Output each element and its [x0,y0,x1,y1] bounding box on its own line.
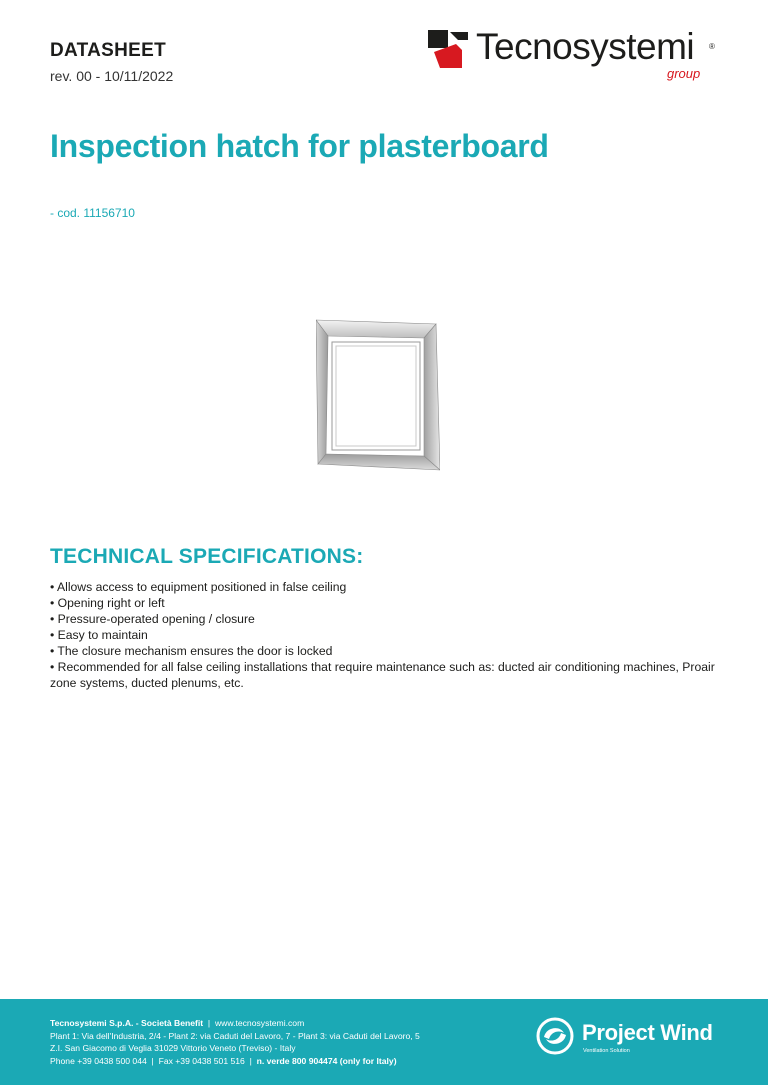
phone-number: Phone +39 0438 500 044 [50,1055,147,1066]
list-item: • Pressure-operated opening / closure [50,612,255,626]
logo-subline: group [667,66,701,81]
toll-free-number: n. verde 800 904474 (only for Italy) [256,1055,397,1066]
tecnosystemi-logo [428,28,728,84]
revision-date: rev. 00 - 10/11/2022 [50,68,174,84]
header-block [50,40,173,84]
fax-number: Fax +39 0438 501 516 [158,1055,245,1066]
project-wind-logo [536,1017,736,1061]
list-item: • Allows access to equipment positioned in false ceiling [50,580,347,594]
project-wind-swirl-icon [536,1017,574,1055]
list-item: • Recommended for all false ceiling installations that require maintenance such as: ducted air conditioning machines, Proair zone systems, ducted plenums, etc. [50,660,715,690]
footer [0,999,768,1085]
specs-list [50,579,730,691]
logo-registered: ® [709,42,715,51]
footer-line-phone: Phone +39 0438 500 044 | Fax +39 0438 501 516 | n. verde 800 904474 (only for Italy) [50,1055,397,1066]
page-title: Inspection hatch for plasterboard [50,128,549,164]
product-code: - cod. 11156710 [50,206,135,220]
list-item: • Easy to maintain [50,628,148,642]
doc-type: DATASHEET [50,40,166,61]
footer-plants: Plant 1: Via dell'Industria, 2/4 - Plant 2: via Caduti del Lavoro, 7 - Plant 3: via Caduti del Lavoro, 5 [50,1030,420,1041]
specs-heading: TECHNICAL SPECIFICATIONS: [50,545,364,568]
project-wind-name: Project Wind [582,1020,713,1045]
footer-address: Z.I. San Giacomo di Veglia 31029 Vittorio Veneto (Treviso) - Italy [50,1043,296,1053]
project-wind-tagline: Ventilation Solution [583,1048,630,1054]
list-item: • Opening right or left [50,596,165,610]
list-item: • The closure mechanism ensures the door is locked [50,644,333,658]
footer-contact [50,1017,420,1067]
website-link[interactable]: www.tecnosystemi.com [214,1018,305,1028]
logo-mark-icon [428,30,468,68]
company-name: Tecnosystemi S.p.A. - Società Benefit [50,1018,204,1028]
footer-line-company: Tecnosystemi S.p.A. - Società Benefit | www.tecnosystemi.com [50,1018,305,1028]
logo-wordmark: Tecnosystemi [476,26,695,67]
inspection-hatch-image [316,318,440,472]
